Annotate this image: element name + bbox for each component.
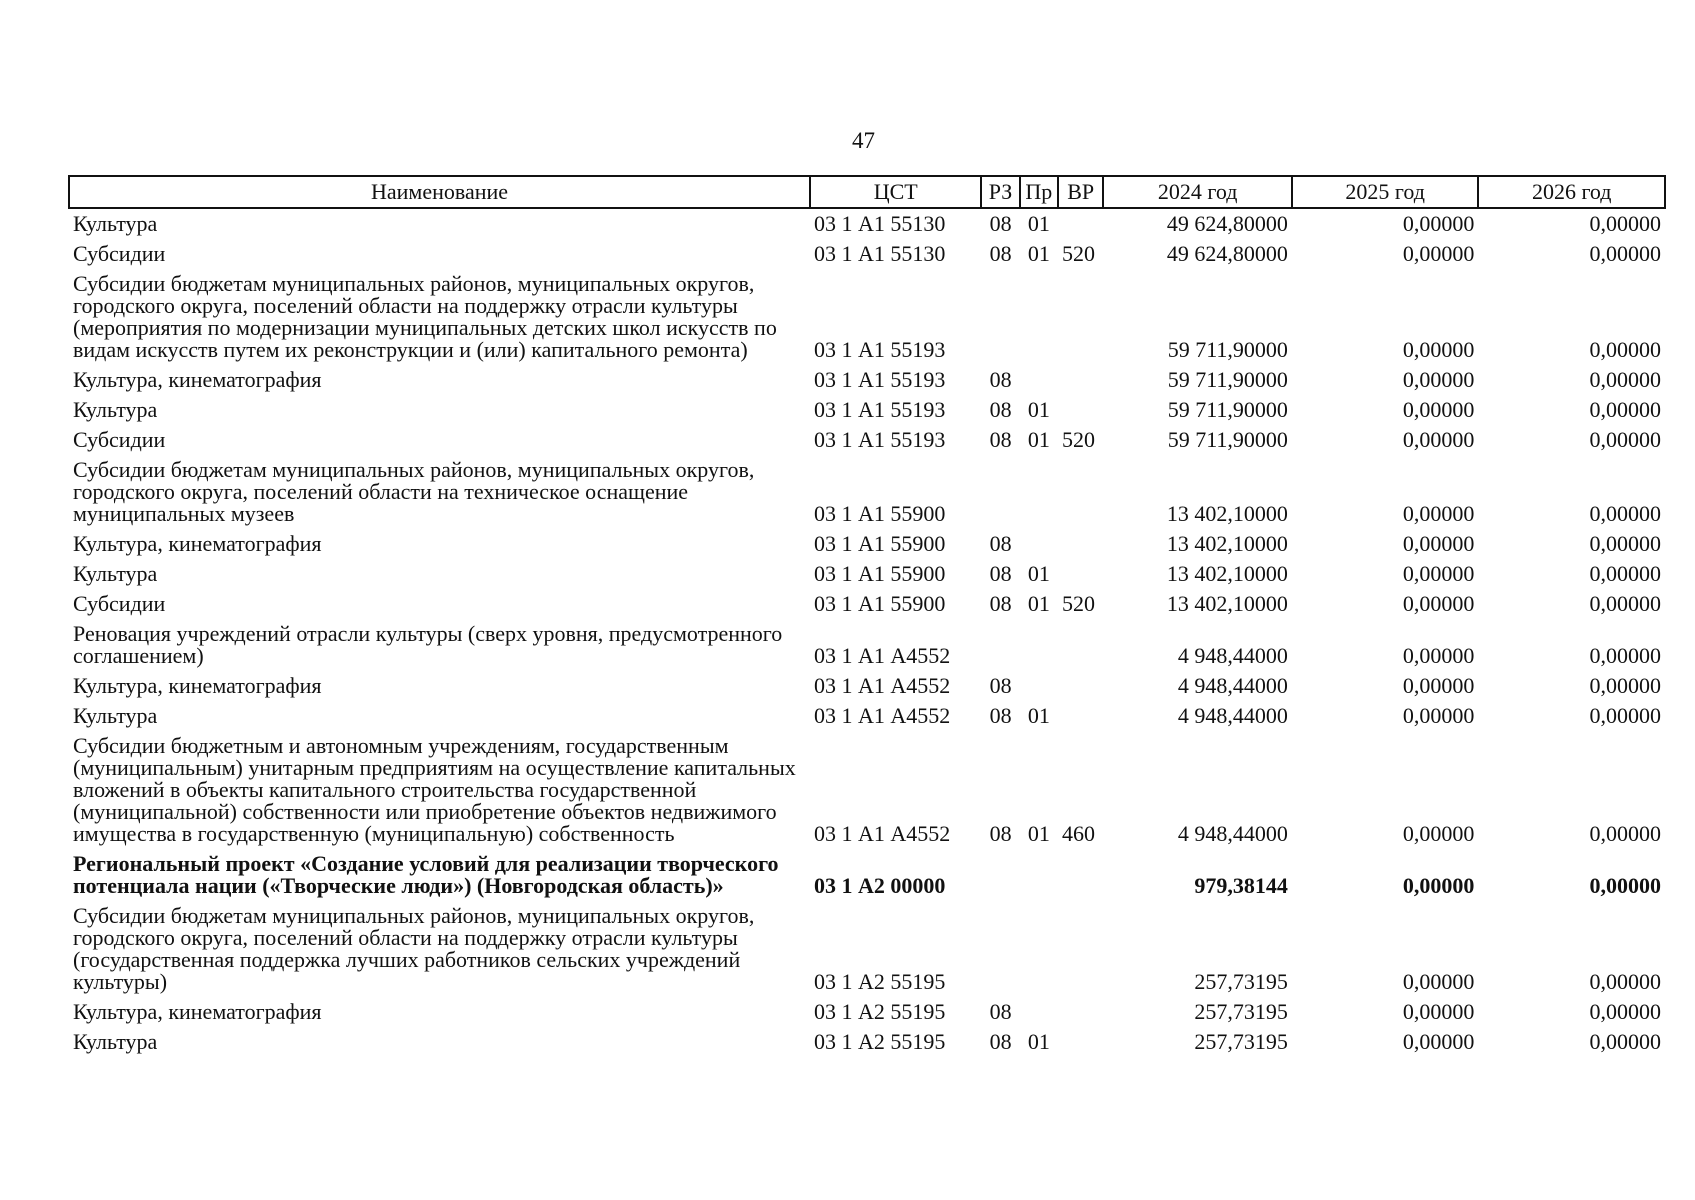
cell-rz: 08 <box>989 561 1012 586</box>
cell-vr: 520 <box>1062 241 1096 266</box>
cell-vr <box>1058 671 1103 701</box>
cell-cst: 03 1 А2 00000 <box>814 873 946 898</box>
cell-pr: 01 <box>1027 821 1050 846</box>
cell-pr <box>1020 997 1058 1027</box>
page-number: 47 <box>852 128 875 153</box>
cell-cst: 03 1 А1 55193 <box>814 367 946 392</box>
cell-2024: 13 402,10000 <box>1166 561 1288 586</box>
cell-2024: 13 402,10000 <box>1166 531 1288 556</box>
cell-2026: 0,00000 <box>1589 821 1661 846</box>
header-rz: РЗ <box>981 176 1019 208</box>
cell-pr <box>1020 269 1058 365</box>
cell-2025: 0,00000 <box>1402 873 1475 898</box>
cell-rz <box>981 901 1019 997</box>
cell-name: Субсидии бюджетным и автономным учреждениям, государственным (муниципальным) унитарным предприятиям на осуществление капитальных вложений в объекты капитального строительства государственной (муниципальной) собственности или приобретение объектов недвижимого имущества в государственную (муниципальную) собственность <box>73 733 796 846</box>
cell-2025: 0,00000 <box>1402 821 1475 846</box>
cell-rz: 08 <box>989 241 1012 266</box>
cell-name: Культура <box>73 703 158 728</box>
cell-cst: 03 1 А1 А4552 <box>814 703 951 728</box>
cell-cst: 03 1 А1 55900 <box>814 591 946 616</box>
cell-pr: 01 <box>1027 211 1050 236</box>
cell-pr <box>1020 619 1058 671</box>
cell-rz: 08 <box>989 367 1012 392</box>
header-vr: ВР <box>1058 176 1103 208</box>
header-2026: 2026 год <box>1478 176 1665 208</box>
cell-name: Культура <box>73 397 158 422</box>
cell-2026: 0,00000 <box>1589 241 1661 266</box>
cell-name: Культура, кинематография <box>73 999 322 1024</box>
cell-rz: 08 <box>989 999 1012 1024</box>
cell-2026: 0,00000 <box>1589 999 1661 1024</box>
cell-rz <box>981 269 1019 365</box>
cell-cst: 03 1 А2 55195 <box>814 969 946 994</box>
table-row <box>69 997 1665 1027</box>
cell-rz <box>981 455 1019 529</box>
cell-2025: 0,00000 <box>1402 1029 1475 1054</box>
cell-name: Культура <box>73 1029 158 1054</box>
cell-vr <box>1058 849 1103 901</box>
cell-vr <box>1058 619 1103 671</box>
cell-name: Субсидии <box>73 427 166 452</box>
cell-2025: 0,00000 <box>1402 211 1475 236</box>
cell-vr <box>1058 701 1103 731</box>
table-row <box>69 901 1665 997</box>
cell-pr <box>1020 455 1058 529</box>
cell-vr <box>1058 269 1103 365</box>
cell-pr: 01 <box>1027 1029 1050 1054</box>
cell-2026: 0,00000 <box>1589 367 1661 392</box>
cell-rz: 08 <box>989 1029 1012 1054</box>
cell-2026: 0,00000 <box>1589 211 1661 236</box>
cell-2024: 49 624,80000 <box>1166 241 1288 266</box>
cell-2024: 13 402,10000 <box>1166 591 1288 616</box>
cell-2024: 257,73195 <box>1194 969 1288 994</box>
cell-2025: 0,00000 <box>1402 999 1475 1024</box>
table-row <box>69 239 1665 269</box>
cell-2024: 59 711,90000 <box>1167 427 1288 452</box>
cell-vr <box>1058 997 1103 1027</box>
cell-2026: 0,00000 <box>1589 337 1661 362</box>
cell-2026: 0,00000 <box>1589 531 1661 556</box>
cell-pr <box>1020 365 1058 395</box>
table-row <box>69 395 1665 425</box>
table-row <box>69 559 1665 589</box>
cell-pr <box>1020 849 1058 901</box>
cell-2024: 4 948,44000 <box>1177 821 1288 846</box>
table-row <box>69 425 1665 455</box>
cell-2024: 49 624,80000 <box>1166 211 1288 236</box>
cell-pr <box>1020 901 1058 997</box>
cell-cst: 03 1 А1 55900 <box>814 501 946 526</box>
cell-cst: 03 1 А2 55195 <box>814 999 946 1024</box>
table-row <box>69 701 1665 731</box>
cell-name: Культура, кинематография <box>73 367 322 392</box>
cell-2025: 0,00000 <box>1402 241 1475 266</box>
table-row <box>69 1027 1665 1057</box>
header-cst: ЦСТ <box>810 176 981 208</box>
cell-pr <box>1020 529 1058 559</box>
cell-pr: 01 <box>1027 427 1050 452</box>
cell-name: Культура, кинематография <box>73 531 322 556</box>
cell-cst: 03 1 А1 55900 <box>814 531 946 556</box>
cell-2024: 257,73195 <box>1194 999 1288 1024</box>
cell-vr <box>1058 208 1103 239</box>
cell-cst: 03 1 А1 55130 <box>814 241 946 266</box>
cell-vr: 520 <box>1062 427 1096 452</box>
cell-2024: 13 402,10000 <box>1166 501 1288 526</box>
cell-vr <box>1058 395 1103 425</box>
table-row <box>69 589 1665 619</box>
header-2025: 2025 год <box>1292 176 1479 208</box>
table-row <box>69 365 1665 395</box>
table-row <box>69 619 1665 671</box>
cell-2026: 0,00000 <box>1589 873 1661 898</box>
cell-name: Субсидии <box>73 591 166 616</box>
cell-2024: 257,73195 <box>1194 1029 1288 1054</box>
cell-cst: 03 1 А1 А4552 <box>814 673 951 698</box>
cell-rz: 08 <box>989 703 1012 728</box>
cell-2025: 0,00000 <box>1402 673 1475 698</box>
cell-vr: 520 <box>1062 591 1096 616</box>
cell-cst: 03 1 А1 55130 <box>814 211 946 236</box>
cell-vr <box>1058 455 1103 529</box>
cell-name: Культура <box>73 561 158 586</box>
cell-rz: 08 <box>989 821 1012 846</box>
cell-pr <box>1020 671 1058 701</box>
cell-name: Субсидии бюджетам муниципальных районов, муниципальных округов, городского округа, поселений области на техническое оснащение муниципальных музеев <box>73 457 755 526</box>
cell-name: Культура, кинематография <box>73 673 322 698</box>
cell-2024: 59 711,90000 <box>1167 397 1288 422</box>
cell-2025: 0,00000 <box>1402 337 1475 362</box>
cell-vr <box>1058 559 1103 589</box>
cell-cst: 03 1 А1 55193 <box>814 397 946 422</box>
cell-2024: 4 948,44000 <box>1177 673 1288 698</box>
cell-2025: 0,00000 <box>1402 703 1475 728</box>
cell-2024: 59 711,90000 <box>1167 367 1288 392</box>
table-row <box>69 269 1665 365</box>
cell-rz: 08 <box>989 673 1012 698</box>
cell-2025: 0,00000 <box>1402 591 1475 616</box>
cell-name: Реновация учреждений отрасли культуры (сверх уровня, предусмотренного соглашением) <box>73 621 783 668</box>
header-pr: Пр <box>1020 176 1058 208</box>
cell-2024: 4 948,44000 <box>1177 703 1288 728</box>
cell-name: Субсидии бюджетам муниципальных районов, муниципальных округов, городского округа, поселений области на поддержку отрасли культуры (государственная поддержка лучших работников сельских учреждений культуры) <box>73 903 755 994</box>
cell-rz: 08 <box>989 531 1012 556</box>
cell-rz: 08 <box>989 591 1012 616</box>
cell-2025: 0,00000 <box>1402 367 1475 392</box>
table-row <box>69 455 1665 529</box>
cell-2024: 59 711,90000 <box>1167 337 1288 362</box>
cell-pr: 01 <box>1027 241 1050 266</box>
header-name: Наименование <box>69 176 810 208</box>
table-row <box>69 529 1665 559</box>
cell-cst: 03 1 А1 55900 <box>814 561 946 586</box>
cell-rz: 08 <box>989 397 1012 422</box>
cell-2026: 0,00000 <box>1589 397 1661 422</box>
cell-2026: 0,00000 <box>1589 969 1661 994</box>
cell-cst: 03 1 А1 55193 <box>814 427 946 452</box>
cell-2025: 0,00000 <box>1402 643 1475 668</box>
cell-2026: 0,00000 <box>1589 643 1661 668</box>
cell-2025: 0,00000 <box>1402 561 1475 586</box>
cell-vr: 460 <box>1062 821 1096 846</box>
cell-cst: 03 1 А2 55195 <box>814 1029 946 1054</box>
table-body <box>69 208 1665 1057</box>
table-row <box>69 731 1665 849</box>
cell-2025: 0,00000 <box>1402 969 1475 994</box>
cell-name: Культура <box>73 211 158 236</box>
cell-pr: 01 <box>1027 591 1050 616</box>
cell-2025: 0,00000 <box>1402 427 1475 452</box>
cell-name: Субсидии бюджетам муниципальных районов, муниципальных округов, городского округа, поселений области на поддержку отрасли культуры (мероприятия по модернизации муниципальных детских школ искусств по видам искусств путем их реконструкции и (или) капитального ремонта) <box>73 271 777 362</box>
cell-vr <box>1058 1027 1103 1057</box>
table-row <box>69 849 1665 901</box>
cell-2025: 0,00000 <box>1402 501 1475 526</box>
cell-cst: 03 1 А1 55193 <box>814 337 946 362</box>
header-2024: 2024 год <box>1103 176 1292 208</box>
cell-2026: 0,00000 <box>1589 591 1661 616</box>
table-row <box>69 208 1665 239</box>
cell-pr: 01 <box>1027 561 1050 586</box>
cell-2025: 0,00000 <box>1402 397 1475 422</box>
cell-2024: 4 948,44000 <box>1177 643 1288 668</box>
cell-2026: 0,00000 <box>1589 1029 1661 1054</box>
cell-cst: 03 1 А1 А4552 <box>814 643 951 668</box>
cell-2026: 0,00000 <box>1589 501 1661 526</box>
cell-rz: 08 <box>989 211 1012 236</box>
cell-2026: 0,00000 <box>1589 561 1661 586</box>
cell-pr: 01 <box>1027 397 1050 422</box>
cell-rz <box>981 619 1019 671</box>
cell-2026: 0,00000 <box>1589 673 1661 698</box>
cell-rz <box>981 849 1019 901</box>
cell-name: Субсидии <box>73 241 166 266</box>
cell-2025: 0,00000 <box>1402 531 1475 556</box>
cell-vr <box>1058 901 1103 997</box>
cell-2026: 0,00000 <box>1589 703 1661 728</box>
cell-name: Региональный проект «Создание условий для реализации творческого потенциала нации («Творческие люди») (Новгородская область)» <box>73 851 779 898</box>
cell-2026: 0,00000 <box>1589 427 1661 452</box>
cell-2024: 979,38144 <box>1194 873 1288 898</box>
cell-cst: 03 1 А1 А4552 <box>814 821 951 846</box>
table-header-row <box>69 176 1665 208</box>
cell-vr <box>1058 529 1103 559</box>
table-row <box>69 671 1665 701</box>
cell-vr <box>1058 365 1103 395</box>
budget-table <box>68 175 1666 1057</box>
cell-pr: 01 <box>1027 703 1050 728</box>
cell-rz: 08 <box>989 427 1012 452</box>
